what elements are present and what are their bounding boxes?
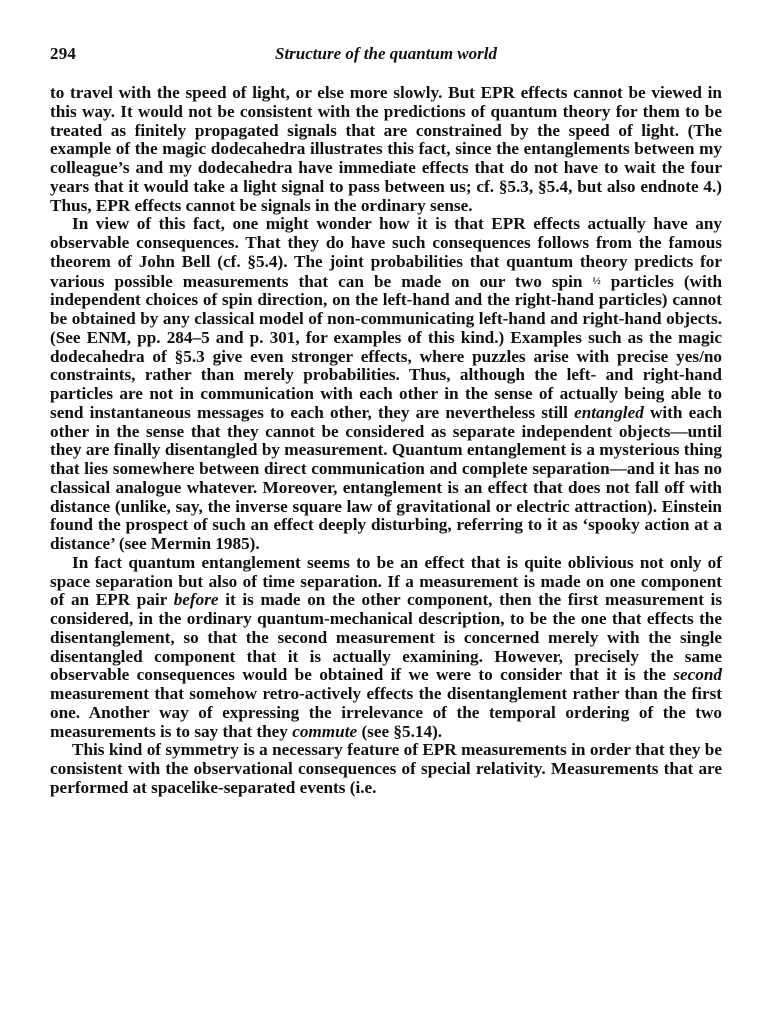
paragraph-3-text-a: In fact quantum entanglement seems to be an effect that is quite oblivious not only of space separation but also of time separation. If a measurement is made on one component of an EPR pair xyxy=(50,552,722,610)
paragraph-3-text-c: measurement that somehow retro-actively effects the disentanglement rather than the first one. Another way of expressing the irrelevance of the temporal ordering of the two measurements is to say that they xyxy=(50,684,722,741)
paragraph-2 xyxy=(50,215,722,554)
emphasis-entangled: entangled xyxy=(574,402,644,422)
paragraph-1: to travel with the speed of light, or else more slowly. But EPR effects cannot be viewed in this way. It would not be consistent with the predictions of quantum theory for them to be treated as finitely propagated signals that are constrained by the speed of light. (The example of the magic dodecahedra illustrates this fact, since the entanglements between my colleague’s and my dodecahedra have immediate effects that do not have to wait the four years that it would take a light signal to pass between us; cf. §5.3, §5.4, but also endnote 4.) Thus, EPR effects cannot be signals in the ordinary sense. xyxy=(50,83,722,215)
page-number: 294 xyxy=(50,44,77,63)
body-text xyxy=(50,84,722,798)
emphasis-second: second xyxy=(673,665,723,685)
paragraph-2-text-c: with each other in the sense that they cannot be considered as separate independent objects—until they are finally disentangled by measurement. Quantum entanglement is a mysterious thing that lies somewhere between direct communication and complete separation—and it has no classical analogue whatever. Moreover, entanglement is an effect that does not fall off with distance (unlike, say, the inverse square law of gravitational or electric attraction). Einstein found the prospect of such an effect deeply disturbing, referring to it as ‘spooky action at a distance’ (see Mermin 1985). xyxy=(50,402,722,553)
paragraph-3 xyxy=(50,554,722,742)
emphasis-before: before xyxy=(173,590,219,610)
paragraph-3-text-d: (see §5.14). xyxy=(361,721,443,741)
paragraph-2-text-b: particles (with independent choices of spin direction, on the left-hand and the right-hand particles) cannot be obtained by any classical model of non-communicating left-hand and right-hand objects. (See ENM, pp. 284–5 and p. 301, for examples of this kind.) Examples such as the magic dodecahedra of §5.3 give even stronger effects, where puzzles arise with precise yes/no constraints, rather than merely probabilities. Thus, although the left- and right-hand particles are not in communication with each other in the sense of actually being able to send instantaneous messages to each other, they are nevertheless still xyxy=(50,271,723,422)
running-title: Structure of the quantum world xyxy=(274,44,497,63)
paragraph-3-text-b: it is made on the other component, then the first measurement is considered, in the ordinary quantum-mechanical description, to be the one that effects the disentanglement, so that the second measurement is concerned merely with the single disentangled component that it is actually examining. However, precisely the same observable consequences would be obtained if we were to consider that it is the xyxy=(50,590,723,685)
paragraph-4: This kind of symmetry is a necessary feature of EPR measurements in order that they be consistent with the observational consequences of special relativity. Measurements that are performed at spacelike-separated events (i.e. xyxy=(50,740,722,797)
emphasis-commute: commute xyxy=(292,721,358,741)
paragraph-2-text-a: In view of this fact, one might wonder how it is that EPR effects actually have any observable consequences. That they do have such consequences follows from the famous theorem of John Bell (cf. §5.4). The joint probabilities that quantum theory predicts for various possible measurements that can be made on our two spin xyxy=(50,214,722,291)
spin-half-fraction: ½ xyxy=(592,274,601,287)
page-header xyxy=(50,44,722,68)
